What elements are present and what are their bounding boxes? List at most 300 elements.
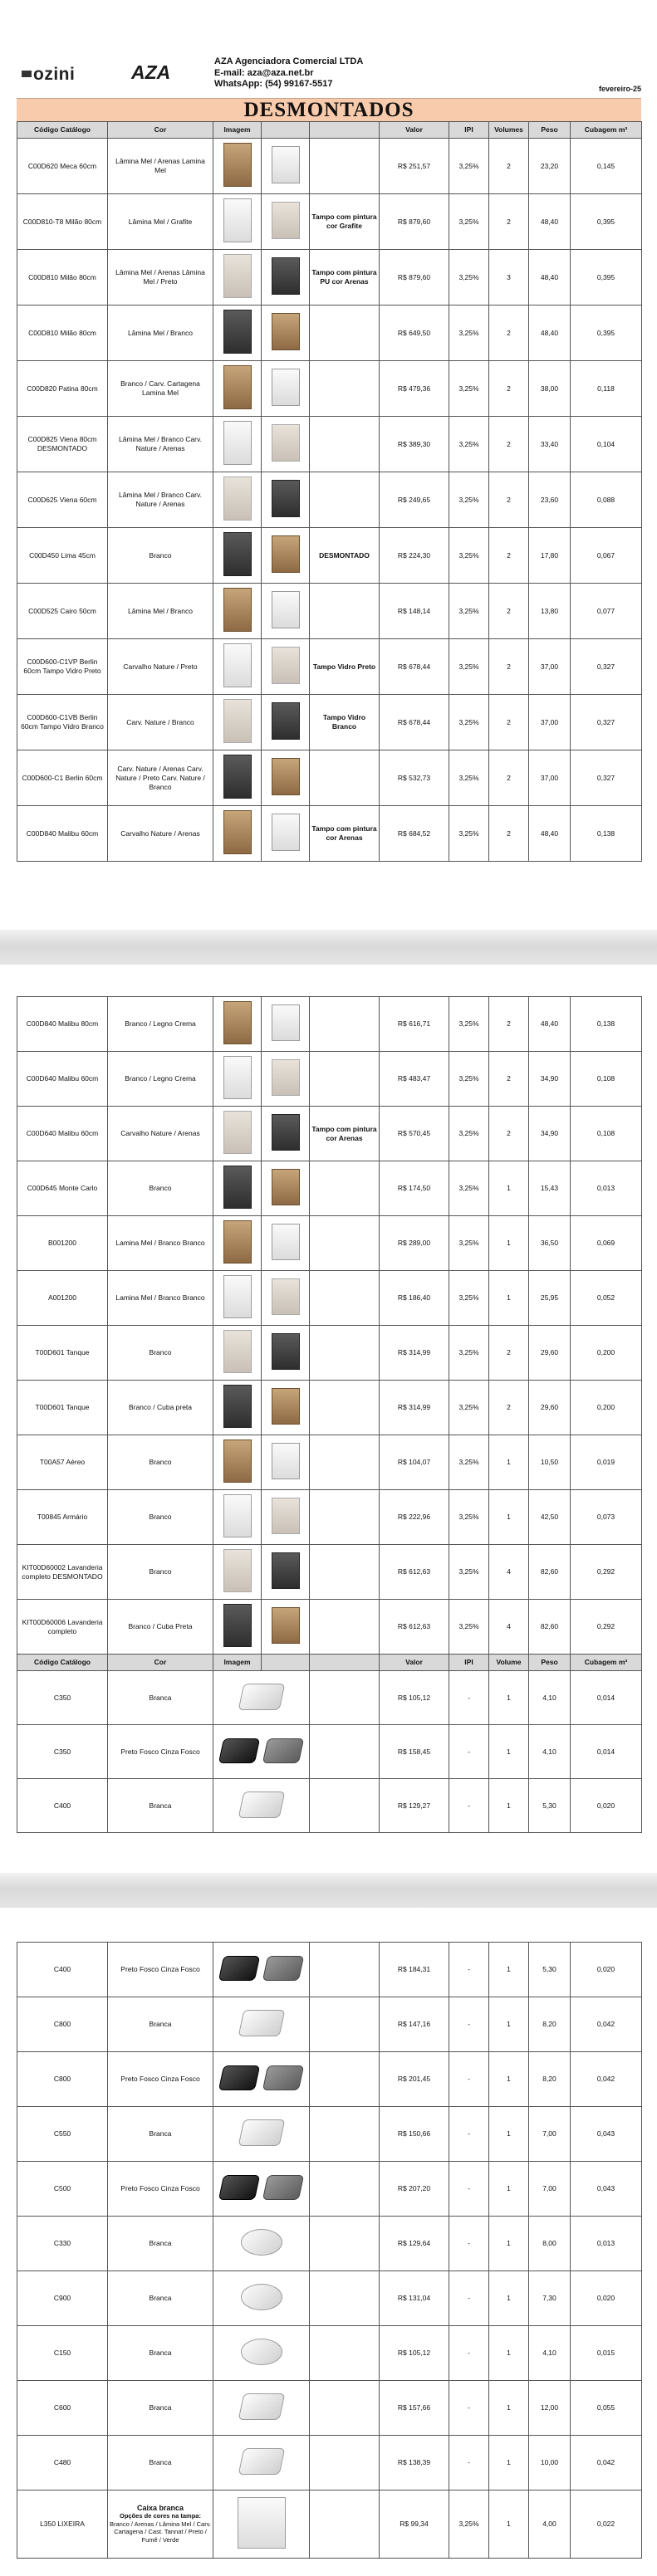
price-table-page-3 bbox=[17, 1942, 642, 2559]
table-row bbox=[17, 1216, 642, 1271]
table-row bbox=[17, 2052, 642, 2107]
product-code: C800 bbox=[17, 1997, 108, 2052]
product-image-extra bbox=[262, 1107, 310, 1161]
product-code: C00D810 Milão 80cm bbox=[17, 306, 108, 361]
product-image bbox=[213, 1052, 262, 1107]
product-cubage: 0,042 bbox=[571, 2436, 642, 2490]
product-code: C550 bbox=[17, 2107, 108, 2162]
col-color: Cor bbox=[108, 122, 213, 139]
lixeira-colors: Branco / Arenas / Lâmina Mel / Carv. Cartagena / Cast. Tannat / Preto / Fumê / Verde bbox=[110, 2520, 211, 2544]
col-image: Imagem bbox=[213, 1655, 262, 1671]
product-image bbox=[213, 1600, 262, 1655]
product-weight: 25,95 bbox=[529, 1271, 571, 1326]
product-code: T00845 Armário bbox=[17, 1490, 108, 1545]
product-cubage: 0,200 bbox=[571, 1326, 642, 1381]
product-cubage: 0,104 bbox=[571, 417, 642, 472]
product-value: R$ 174,50 bbox=[380, 1161, 449, 1216]
product-image bbox=[213, 2217, 310, 2271]
product-color: Preto Fosco Cinza Fosco bbox=[108, 2162, 213, 2217]
product-cubage: 0,013 bbox=[571, 1161, 642, 1216]
product-ipi: 3,25% bbox=[449, 1435, 489, 1490]
cabinet-photo-alt bbox=[272, 1278, 300, 1315]
table-row bbox=[17, 472, 642, 528]
product-volumes: 2 bbox=[489, 361, 529, 417]
product-code: C00D450 Lima 45cm bbox=[17, 528, 108, 584]
product-volumes: 1 bbox=[489, 1671, 529, 1725]
product-note: Tampo com pintura cor Grafite bbox=[310, 194, 380, 250]
product-note bbox=[310, 997, 380, 1052]
product-volumes: 1 bbox=[489, 2052, 529, 2107]
table-row bbox=[17, 1600, 642, 1655]
product-weight: 34,90 bbox=[529, 1107, 571, 1161]
cabinet-photo bbox=[223, 421, 252, 465]
product-ipi: - bbox=[449, 2436, 489, 2490]
product-code: C800 bbox=[17, 2052, 108, 2107]
product-image-extra bbox=[262, 750, 310, 806]
col-volumes: Volumes bbox=[489, 122, 529, 139]
product-note bbox=[310, 1381, 380, 1435]
product-code: C480 bbox=[17, 2436, 108, 2490]
product-ipi: 3,25% bbox=[449, 1600, 489, 1655]
table-row bbox=[17, 2107, 642, 2162]
product-value: R$ 684,52 bbox=[380, 806, 449, 862]
col-ipi: IPI bbox=[449, 122, 489, 139]
product-note bbox=[310, 1997, 380, 2052]
product-value: R$ 479,36 bbox=[380, 361, 449, 417]
product-color: Preto Fosco Cinza Fosco bbox=[108, 2052, 213, 2107]
col-volumes: Volume bbox=[489, 1655, 529, 1671]
product-volumes: 1 bbox=[489, 2436, 529, 2490]
product-volumes: 2 bbox=[489, 1381, 529, 1435]
product-note bbox=[310, 2107, 380, 2162]
product-code: C150 bbox=[17, 2326, 108, 2381]
product-cubage: 0,020 bbox=[571, 2271, 642, 2326]
product-note bbox=[310, 2381, 380, 2436]
product-code: C400 bbox=[17, 1943, 108, 1997]
cabinet-photo-alt bbox=[272, 1552, 300, 1589]
product-weight: 17,80 bbox=[529, 528, 571, 584]
product-value: R$ 104,07 bbox=[380, 1435, 449, 1490]
product-color: Lâmina Mel / Branco Carv. Nature / Arenas bbox=[108, 472, 213, 528]
cabinet-photo bbox=[223, 143, 252, 187]
gray-sink-image bbox=[262, 2175, 304, 2200]
product-note bbox=[310, 750, 380, 806]
product-volumes: 2 bbox=[489, 1052, 529, 1107]
product-cubage: 0,067 bbox=[571, 528, 642, 584]
black-sink-image bbox=[218, 2065, 260, 2090]
product-weight: 7,30 bbox=[529, 2271, 571, 2326]
product-weight: 36,50 bbox=[529, 1216, 571, 1271]
product-volumes: 1 bbox=[489, 2326, 529, 2381]
product-value: R$ 314,99 bbox=[380, 1326, 449, 1381]
product-value: R$ 532,73 bbox=[380, 750, 449, 806]
product-ipi: - bbox=[449, 1671, 489, 1725]
product-image bbox=[213, 806, 262, 862]
table-row bbox=[17, 417, 642, 472]
product-note: DESMONTADO bbox=[310, 528, 380, 584]
ozini-logo: ozini bbox=[22, 65, 75, 85]
product-color: Carv. Nature / Arenas Carv. Nature / Preto Carv. Nature / Branco bbox=[108, 750, 213, 806]
table-row bbox=[17, 361, 642, 417]
aza-logo: AZA bbox=[131, 61, 171, 83]
product-image bbox=[213, 2436, 310, 2490]
product-volumes: 4 bbox=[489, 1545, 529, 1600]
company-whatsapp: WhatsApp: (54) 99167-5517 bbox=[214, 79, 333, 89]
product-code: C350 bbox=[17, 1725, 108, 1779]
table-header-row bbox=[17, 122, 642, 139]
cabinet-photo-alt bbox=[272, 535, 300, 573]
table-row bbox=[17, 1725, 642, 1779]
product-value: R$ 612,63 bbox=[380, 1545, 449, 1600]
product-value: R$ 201,45 bbox=[380, 2052, 449, 2107]
product-code: C00D825 Viena 80cm DESMONTADO bbox=[17, 417, 108, 472]
product-ipi: 3,25% bbox=[449, 806, 489, 862]
product-ipi: 3,25% bbox=[449, 1326, 489, 1381]
product-image bbox=[213, 528, 262, 584]
product-code: C400 bbox=[17, 1779, 108, 1833]
table-row bbox=[17, 528, 642, 584]
col-code: Código Catálogo bbox=[17, 122, 108, 139]
product-cubage: 0,013 bbox=[571, 2217, 642, 2271]
product-cubage: 0,052 bbox=[571, 1271, 642, 1326]
product-weight: 4,00 bbox=[529, 2490, 571, 2559]
product-volumes: 2 bbox=[489, 639, 529, 695]
product-color: Branco bbox=[108, 1490, 213, 1545]
product-cubage: 0,015 bbox=[571, 2326, 642, 2381]
product-cubage: 0,077 bbox=[571, 584, 642, 639]
product-image-extra bbox=[262, 639, 310, 695]
product-ipi: 3,25% bbox=[449, 584, 489, 639]
product-ipi: - bbox=[449, 2052, 489, 2107]
product-weight: 4,10 bbox=[529, 1671, 571, 1725]
cabinet-photo bbox=[223, 1056, 252, 1099]
product-cubage: 0,108 bbox=[571, 1052, 642, 1107]
product-image bbox=[213, 2326, 310, 2381]
cabinet-photo bbox=[223, 643, 252, 687]
product-value: R$ 678,44 bbox=[380, 695, 449, 750]
product-weight: 38,00 bbox=[529, 361, 571, 417]
product-image bbox=[213, 194, 262, 250]
table-row bbox=[17, 2271, 642, 2326]
cabinet-photo-alt bbox=[272, 1388, 300, 1425]
product-value: R$ 224,30 bbox=[380, 528, 449, 584]
product-cubage: 0,022 bbox=[571, 2490, 642, 2559]
col-weight: Peso bbox=[529, 122, 571, 139]
product-ipi: - bbox=[449, 1943, 489, 1997]
cabinet-photo bbox=[223, 254, 252, 298]
product-value: R$ 157,66 bbox=[380, 2381, 449, 2436]
product-cubage: 0,327 bbox=[571, 695, 642, 750]
product-code: A001200 bbox=[17, 1271, 108, 1326]
product-image bbox=[213, 1271, 262, 1326]
product-image-extra bbox=[262, 194, 310, 250]
product-image bbox=[213, 1161, 262, 1216]
product-weight: 8,00 bbox=[529, 2217, 571, 2271]
product-volumes: 1 bbox=[489, 1490, 529, 1545]
product-weight: 23,60 bbox=[529, 472, 571, 528]
cabinet-photo-alt bbox=[272, 1607, 300, 1644]
cabinet-photo bbox=[223, 1111, 252, 1154]
product-code: C00D810-T8 Milão 80cm bbox=[17, 194, 108, 250]
white-sink-image bbox=[238, 2393, 285, 2420]
product-cubage: 0,292 bbox=[571, 1600, 642, 1655]
col-weight: Peso bbox=[529, 1655, 571, 1671]
product-weight: 13,80 bbox=[529, 584, 571, 639]
cabinet-photo bbox=[223, 477, 252, 521]
product-image-extra bbox=[262, 1161, 310, 1216]
product-ipi: - bbox=[449, 2381, 489, 2436]
product-note bbox=[310, 1271, 380, 1326]
white-sink-image bbox=[241, 2339, 282, 2365]
product-weight: 15,43 bbox=[529, 1161, 571, 1216]
product-ipi: - bbox=[449, 2217, 489, 2271]
cabinet-photo bbox=[223, 310, 252, 354]
product-note bbox=[310, 1052, 380, 1107]
table-row bbox=[17, 2217, 642, 2271]
product-color: Lamina Mel / Branco Branco bbox=[108, 1216, 213, 1271]
product-note bbox=[310, 2052, 380, 2107]
product-cubage: 0,020 bbox=[571, 1943, 642, 1997]
product-weight: 37,00 bbox=[529, 695, 571, 750]
cabinet-photo bbox=[223, 1440, 252, 1483]
product-volumes: 1 bbox=[489, 2381, 529, 2436]
table-row bbox=[17, 1490, 642, 1545]
product-color: Carvalho Nature / Preto bbox=[108, 639, 213, 695]
product-image-extra bbox=[262, 1435, 310, 1490]
product-volumes: 1 bbox=[489, 2107, 529, 2162]
product-volumes: 2 bbox=[489, 528, 529, 584]
product-image-extra bbox=[262, 695, 310, 750]
product-code: C00D840 Malibu 60cm bbox=[17, 806, 108, 862]
product-code: C00D645 Monte Carlo bbox=[17, 1161, 108, 1216]
product-note bbox=[310, 1435, 380, 1490]
product-volumes: 1 bbox=[489, 2490, 529, 2559]
product-ipi: 3,25% bbox=[449, 1216, 489, 1271]
product-ipi: - bbox=[449, 1997, 489, 2052]
cabinet-photo-alt bbox=[272, 1333, 300, 1370]
cabinet-photo-alt bbox=[272, 1224, 300, 1260]
product-color: Branca bbox=[108, 2381, 213, 2436]
lixeira-title: Caixa branca bbox=[136, 2503, 184, 2512]
product-ipi: 3,25% bbox=[449, 639, 489, 695]
product-weight: 82,60 bbox=[529, 1600, 571, 1655]
product-image bbox=[213, 2271, 310, 2326]
product-volumes: 1 bbox=[489, 2162, 529, 2217]
product-weight: 37,00 bbox=[529, 750, 571, 806]
product-ipi: 3,25% bbox=[449, 1545, 489, 1600]
product-image bbox=[213, 1943, 310, 1997]
product-weight: 48,40 bbox=[529, 306, 571, 361]
product-note bbox=[310, 306, 380, 361]
product-volumes: 1 bbox=[489, 1779, 529, 1833]
price-table-page-2 bbox=[17, 996, 642, 1833]
product-cubage: 0,395 bbox=[571, 250, 642, 306]
product-image bbox=[213, 1490, 262, 1545]
product-weight: 10,50 bbox=[529, 1435, 571, 1490]
black-sink-image bbox=[218, 1956, 260, 1981]
table-row bbox=[17, 695, 642, 750]
product-volumes: 2 bbox=[489, 584, 529, 639]
table-row bbox=[17, 2162, 642, 2217]
product-image bbox=[213, 2162, 310, 2217]
product-ipi: 3,25% bbox=[449, 472, 489, 528]
product-image bbox=[213, 1107, 262, 1161]
gray-sink-image bbox=[262, 2065, 304, 2090]
product-image-extra bbox=[262, 1600, 310, 1655]
product-code: C00D820 Patina 80cm bbox=[17, 361, 108, 417]
product-code: C500 bbox=[17, 2162, 108, 2217]
table-row bbox=[17, 2326, 642, 2381]
product-value: R$ 158,45 bbox=[380, 1725, 449, 1779]
product-note bbox=[310, 417, 380, 472]
white-sink-image bbox=[238, 1791, 285, 1818]
product-weight: 37,00 bbox=[529, 639, 571, 695]
col-note bbox=[310, 122, 380, 139]
product-code: C00D600-C1VP Berlin 60cm Tampo Vidro Preto bbox=[17, 639, 108, 695]
product-code: KIT00D60006 Lavanderia completo bbox=[17, 1600, 108, 1655]
product-code: L350 LIXEIRA bbox=[17, 2490, 108, 2559]
gray-sink-image bbox=[262, 1956, 304, 1981]
page-break bbox=[0, 1873, 657, 1908]
product-ipi: 3,25% bbox=[449, 1161, 489, 1216]
product-image-extra bbox=[262, 1052, 310, 1107]
product-color: Preto Fosco Cinza Fosco bbox=[108, 1943, 213, 1997]
product-value: R$ 678,44 bbox=[380, 639, 449, 695]
product-image bbox=[213, 1326, 262, 1381]
product-color: Branca bbox=[108, 2107, 213, 2162]
product-image bbox=[213, 639, 262, 695]
product-weight: 5,30 bbox=[529, 1943, 571, 1997]
product-image-extra bbox=[262, 997, 310, 1052]
col-cubage: Cubagem m³ bbox=[571, 1655, 642, 1671]
cabinet-photo-alt bbox=[272, 814, 300, 851]
product-color: Preto Fosco Cinza Fosco bbox=[108, 1725, 213, 1779]
product-image-extra bbox=[262, 139, 310, 194]
product-weight: 29,60 bbox=[529, 1381, 571, 1435]
col-cubage: Cubagem m³ bbox=[571, 122, 642, 139]
product-note: Tampo com pintura cor Arenas bbox=[310, 806, 380, 862]
product-code: T00A57 Aéreo bbox=[17, 1435, 108, 1490]
product-color: Branco / Carv. Cartagena Lamina Mel bbox=[108, 361, 213, 417]
product-ipi: 3,25% bbox=[449, 2490, 489, 2559]
product-code: C00D840 Malibu 80cm bbox=[17, 997, 108, 1052]
product-value: R$ 184,31 bbox=[380, 1943, 449, 1997]
product-code: T00D601 Tanque bbox=[17, 1326, 108, 1381]
product-code: C00D640 Malibu 60cm bbox=[17, 1107, 108, 1161]
product-value: R$ 389,30 bbox=[380, 417, 449, 472]
table-row bbox=[17, 997, 642, 1052]
product-color: Branco bbox=[108, 1435, 213, 1490]
product-note bbox=[310, 1216, 380, 1271]
product-value: R$ 129,27 bbox=[380, 1779, 449, 1833]
product-color: Carvalho Nature / Arenas bbox=[108, 1107, 213, 1161]
black-sink-image bbox=[218, 2175, 260, 2200]
table-row bbox=[17, 750, 642, 806]
product-ipi: 3,25% bbox=[449, 528, 489, 584]
product-weight: 48,40 bbox=[529, 806, 571, 862]
company-info bbox=[214, 56, 363, 90]
product-color: Carv. Nature / Branco bbox=[108, 695, 213, 750]
table-row bbox=[17, 2436, 642, 2490]
product-weight: 5,30 bbox=[529, 1779, 571, 1833]
product-ipi: 3,25% bbox=[449, 306, 489, 361]
product-weight: 33,40 bbox=[529, 417, 571, 472]
product-ipi: - bbox=[449, 2271, 489, 2326]
table-row bbox=[17, 1107, 642, 1161]
product-image bbox=[213, 695, 262, 750]
product-note bbox=[310, 1671, 380, 1725]
product-weight: 23,20 bbox=[529, 139, 571, 194]
cabinet-photo bbox=[223, 699, 252, 743]
product-value: R$ 129,64 bbox=[380, 2217, 449, 2271]
product-image bbox=[213, 1671, 310, 1725]
product-cubage: 0,327 bbox=[571, 750, 642, 806]
cabinet-photo-alt bbox=[272, 591, 300, 628]
cabinet-photo bbox=[223, 810, 252, 854]
product-note bbox=[310, 1779, 380, 1833]
product-value: R$ 879,60 bbox=[380, 194, 449, 250]
table-row bbox=[17, 1545, 642, 1600]
product-ipi: 3,25% bbox=[449, 1381, 489, 1435]
product-ipi: 3,25% bbox=[449, 194, 489, 250]
table-row bbox=[17, 1997, 642, 2052]
table-row bbox=[17, 639, 642, 695]
cabinet-photo-alt bbox=[272, 758, 300, 795]
product-weight: 7,00 bbox=[529, 2162, 571, 2217]
product-image bbox=[213, 2381, 310, 2436]
product-weight: 8,20 bbox=[529, 1997, 571, 2052]
product-volumes: 4 bbox=[489, 1600, 529, 1655]
cabinet-photo-alt bbox=[272, 369, 300, 406]
product-cubage: 0,108 bbox=[571, 1107, 642, 1161]
cabinet-photo-alt bbox=[272, 313, 300, 350]
product-color: Branco bbox=[108, 1326, 213, 1381]
product-weight: 48,40 bbox=[529, 194, 571, 250]
product-cubage: 0,088 bbox=[571, 472, 642, 528]
product-ipi: 3,25% bbox=[449, 1490, 489, 1545]
product-image-extra bbox=[262, 1326, 310, 1381]
product-color: Branca bbox=[108, 2271, 213, 2326]
product-image bbox=[213, 1545, 262, 1600]
table-row bbox=[17, 1435, 642, 1490]
product-weight: 4,10 bbox=[529, 1725, 571, 1779]
product-code: C00D810 Milão 80cm bbox=[17, 250, 108, 306]
product-cubage: 0,395 bbox=[571, 194, 642, 250]
product-weight: 42,50 bbox=[529, 1490, 571, 1545]
white-sink-image bbox=[241, 2284, 282, 2310]
product-color: Lâmina Mel / Branco Carv. Nature / Arenas bbox=[108, 417, 213, 472]
price-table-page-1 bbox=[17, 121, 642, 862]
product-volumes: 2 bbox=[489, 306, 529, 361]
product-note bbox=[310, 1161, 380, 1216]
cabinet-photo-alt bbox=[272, 702, 300, 740]
product-image-extra bbox=[262, 1490, 310, 1545]
product-image bbox=[213, 2490, 310, 2559]
product-image bbox=[213, 1725, 310, 1779]
product-image bbox=[213, 250, 262, 306]
cabinet-photo-alt bbox=[272, 202, 300, 239]
cabinet-photo bbox=[223, 1385, 252, 1428]
product-cubage: 0,200 bbox=[571, 1381, 642, 1435]
product-image bbox=[213, 417, 262, 472]
product-note bbox=[310, 2162, 380, 2217]
product-note: Tampo Vidro Branco bbox=[310, 695, 380, 750]
table-row bbox=[17, 1271, 642, 1326]
product-color: Lâmina Mel / Branco bbox=[108, 306, 213, 361]
table-row bbox=[17, 1326, 642, 1381]
product-cubage: 0,042 bbox=[571, 2052, 642, 2107]
product-value: R$ 150,66 bbox=[380, 2107, 449, 2162]
